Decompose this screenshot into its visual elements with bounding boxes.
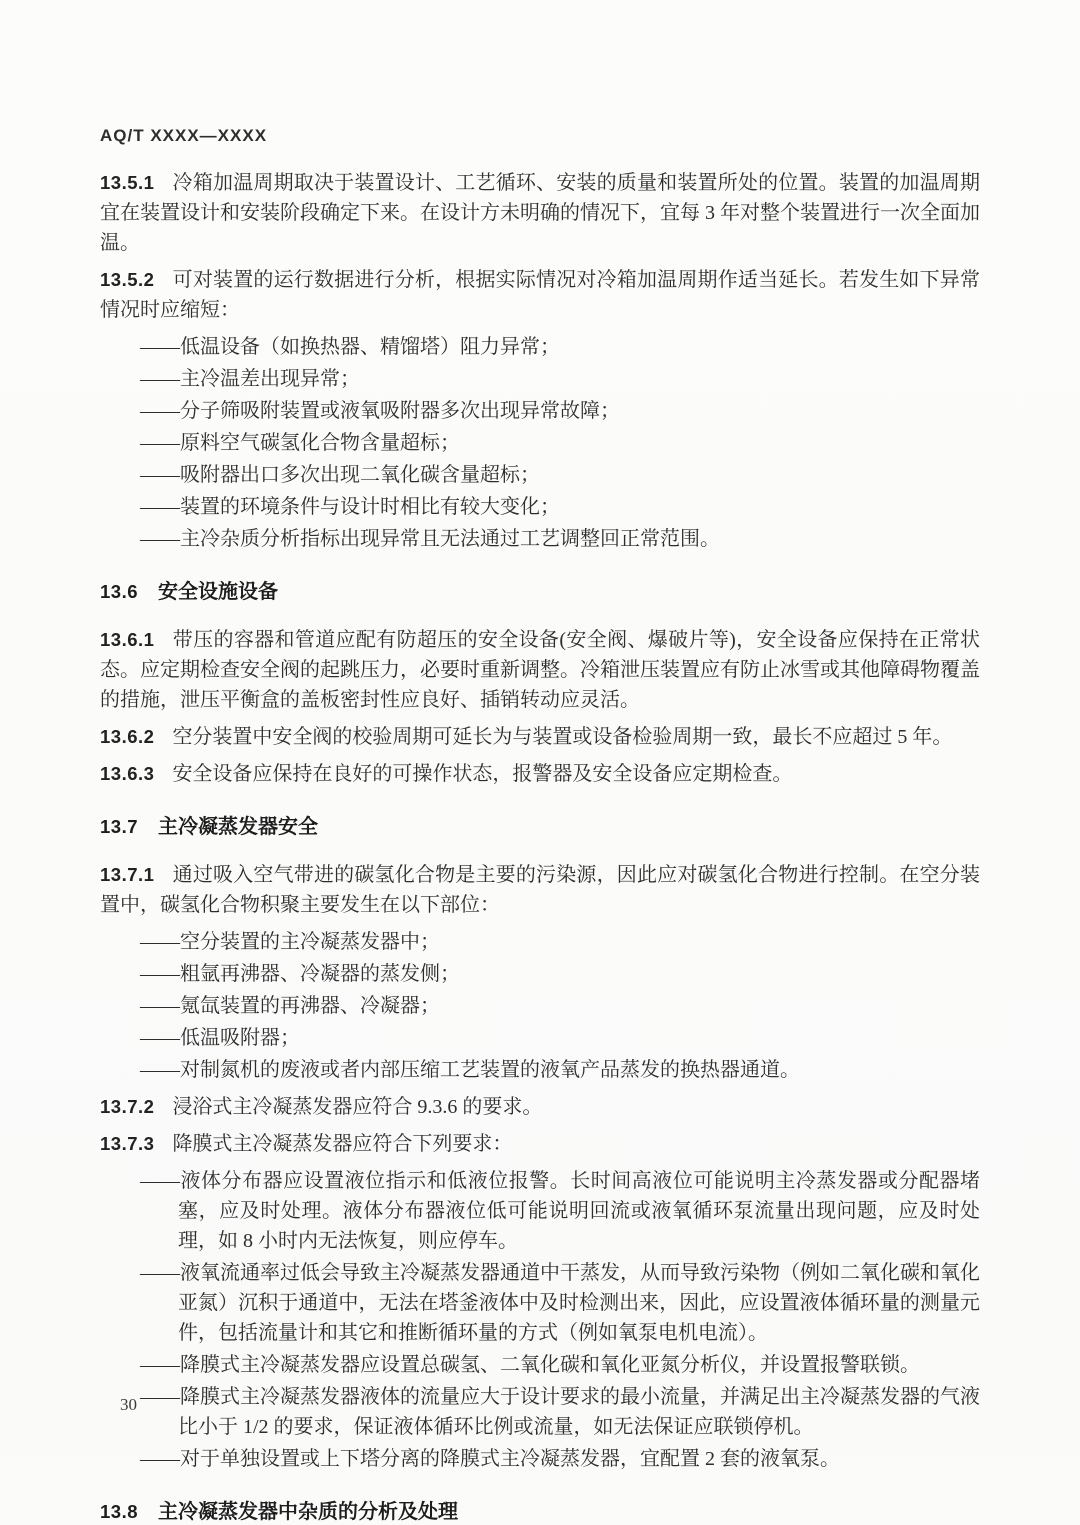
list-item-text: ——液体分布器应设置液位指示和低液位报警。长时间高液位可能说明主冷蒸发器或分配器堵塞，应及时处理。液体分布器液位低可能说明回流或液氧循环泵流量出现问题，应及时处理，如 8 小时内无法恢复，则应停车。 <box>140 1170 980 1252</box>
list-item-text: ——对于单独设置或上下塔分离的降膜式主冷凝蒸发器，宜配置 2 套的液氧泵。 <box>140 1448 840 1470</box>
list-item-text: ——对制氮机的废液或者内部压缩工艺装置的液氧产品蒸发的换热器通道。 <box>140 1059 800 1081</box>
document-body <box>100 168 980 1525</box>
dash-list-item <box>100 1350 980 1380</box>
clause-number: 13.7.1 <box>100 864 155 885</box>
list-item-text: ——吸附器出口多次出现二氧化碳含量超标； <box>140 464 540 486</box>
standard-number-header: AQ/T XXXX—XXXX <box>100 126 268 145</box>
clause-number: 13.6.1 <box>100 629 155 650</box>
clause-number: 13.7.3 <box>100 1133 155 1154</box>
clause-number: 13.6.2 <box>100 726 155 747</box>
paragraph-text: 安全设施设备 <box>158 581 279 603</box>
dash-list-item <box>100 428 980 458</box>
clause-paragraph <box>100 625 980 715</box>
section-heading <box>100 814 980 840</box>
paragraph-text: 带压的容器和管道应配有防超压的安全设备(安全阀、爆破片等)，安全设备应保持在正常状态。应定期检查安全阀的起跳压力，必要时重新调整。冷箱泄压装置应有防止冰雪或其他障碍物覆盖的措施，泄压平衡盒的盖板密封性应良好、插销转动应灵活。 <box>100 629 980 711</box>
list-item-text: ——降膜式主冷凝蒸发器液体的流量应大于设计要求的最小流量，并满足出主冷凝蒸发器的气液比小于 1/2 的要求，保证液体循环比例或流量，如无法保证应联锁停机。 <box>140 1386 980 1438</box>
dash-list-item <box>100 1382 980 1442</box>
clause-paragraph <box>100 722 980 752</box>
clause-paragraph <box>100 1129 980 1159</box>
paragraph-text: 通过吸入空气带进的碳氢化合物是主要的污染源，因此应对碳氢化合物进行控制。在空分装置中，碳氢化合物积聚主要发生在以下部位： <box>100 864 980 916</box>
dash-list-item <box>100 396 980 426</box>
dash-list-item <box>100 927 980 957</box>
list-item-text: ——装置的环境条件与设计时相比有较大变化； <box>140 496 560 518</box>
paragraph-text: 冷箱加温周期取决于装置设计、工艺循环、安装的质量和装置所处的位置。装置的加温周期宜在装置设计和安装阶段确定下来。在设计方未明确的情况下，宜每 3 年对整个装置进行一次全面加温。 <box>100 172 980 254</box>
dash-list-item <box>100 991 980 1021</box>
dash-list-item <box>100 492 980 522</box>
list-item-text: ——氪氙装置的再沸器、冷凝器； <box>140 995 440 1017</box>
clause-number: 13.8 <box>100 1501 139 1522</box>
dash-list-item <box>100 1023 980 1053</box>
list-item-text: ——液氧流通率过低会导致主冷凝蒸发器通道中干蒸发，从而导致污染物（例如二氧化碳和氧化亚氮）沉积于通道中，无法在塔釜液体中及时检测出来，因此，应设置液体循环量的测量元件，包括流量计和其它和推断循环量的方式（例如氧泵电机电流）。 <box>140 1262 980 1344</box>
clause-paragraph <box>100 1092 980 1122</box>
clause-paragraph <box>100 168 980 258</box>
clause-number: 13.5.2 <box>100 269 155 290</box>
clause-number: 13.6 <box>100 581 139 602</box>
paragraph-text: 降膜式主冷凝蒸发器应符合下列要求： <box>172 1133 513 1155</box>
list-item-text: ——降膜式主冷凝蒸发器应设置总碳氢、二氧化碳和氧化亚氮分析仪，并设置报警联锁。 <box>140 1354 920 1376</box>
list-item-text: ——原料空气碳氢化合物含量超标； <box>140 432 460 454</box>
page-number: 30 <box>120 1395 137 1414</box>
dash-list-item <box>100 460 980 490</box>
paragraph-text: 安全设备应保持在良好的可操作状态，报警器及安全设备应定期检查。 <box>172 763 793 785</box>
paragraph-text: 浸浴式主冷凝蒸发器应符合 9.3.6 的要求。 <box>172 1096 543 1118</box>
dash-list-item <box>100 1258 980 1348</box>
dash-list-item <box>100 1055 980 1085</box>
clause-number: 13.7 <box>100 816 139 837</box>
list-item-text: ——空分装置的主冷凝蒸发器中； <box>140 931 440 953</box>
paragraph-text: 主冷凝蒸发器中杂质的分析及处理 <box>158 1501 459 1523</box>
list-item-text: ——主冷温差出现异常； <box>140 368 360 390</box>
list-item-text: ——低温设备（如换热器、精馏塔）阻力异常； <box>140 336 560 358</box>
section-heading <box>100 579 980 605</box>
clause-number: 13.5.1 <box>100 172 155 193</box>
clause-paragraph <box>100 265 980 325</box>
paragraph-text: 空分装置中安全阀的校验周期可延长为与装置或设备检验周期一致，最长不应超过 5 年。 <box>172 726 953 748</box>
paragraph-text: 可对装置的运行数据进行分析，根据实际情况对冷箱加温周期作适当延长。若发生如下异常情况时应缩短： <box>100 269 980 321</box>
list-item-text: ——粗氩再沸器、冷凝器的蒸发侧； <box>140 963 460 985</box>
clause-number: 13.7.2 <box>100 1096 155 1117</box>
clause-number: 13.6.3 <box>100 763 155 784</box>
clause-paragraph <box>100 860 980 920</box>
list-item-text: ——分子筛吸附装置或液氧吸附器多次出现异常故障； <box>140 400 620 422</box>
dash-list-item <box>100 524 980 554</box>
list-item-text: ——主冷杂质分析指标出现异常且无法通过工艺调整回正常范围。 <box>140 528 720 550</box>
clause-paragraph <box>100 759 980 789</box>
paragraph-text: 主冷凝蒸发器安全 <box>158 816 319 838</box>
dash-list-item <box>100 959 980 989</box>
dash-list-item <box>100 1166 980 1256</box>
dash-list-item <box>100 1444 980 1474</box>
dash-list-item <box>100 364 980 394</box>
section-heading <box>100 1499 980 1525</box>
list-item-text: ——低温吸附器； <box>140 1027 300 1049</box>
dash-list-item <box>100 332 980 362</box>
